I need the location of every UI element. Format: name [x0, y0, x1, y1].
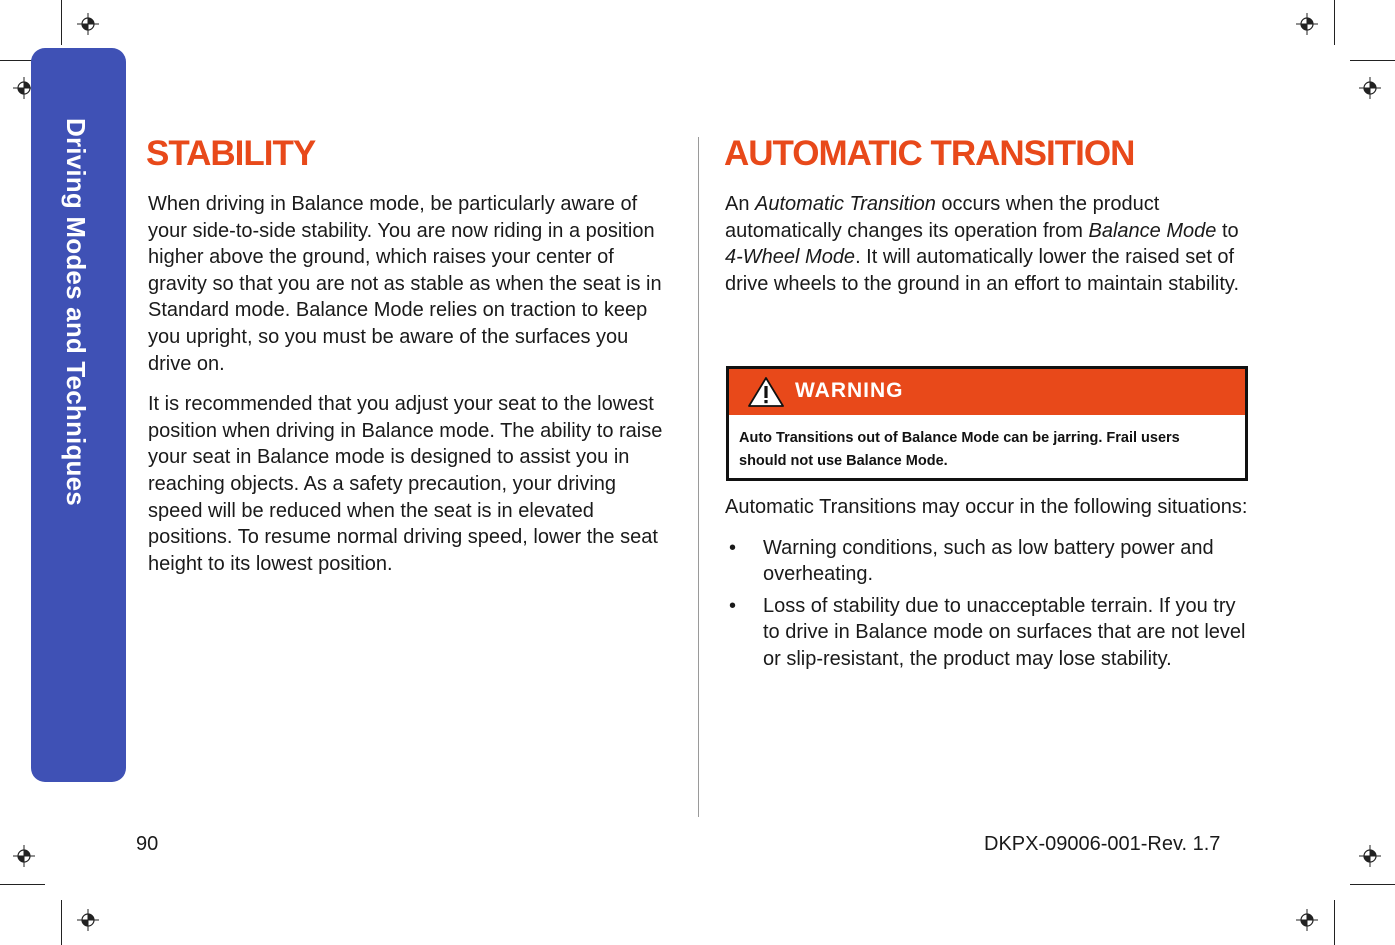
warning-box [726, 366, 1248, 481]
registration-target-icon [77, 13, 99, 35]
bullet-marker: • [729, 536, 737, 559]
intro-text: occurs when the product automatically changes its operation from [725, 193, 1160, 242]
chapter-tab-label: Driving Modes and Techniques [61, 118, 91, 506]
registration-target-icon [1296, 909, 1318, 931]
registration-target-icon [13, 845, 35, 867]
intro-text: An [725, 193, 756, 215]
document-id: DKPX-09006-001-Rev. 1.7 [984, 833, 1221, 855]
list-item [725, 593, 1255, 673]
situations-list [725, 535, 1255, 673]
intro-text: . It will automatically lower the raised set of drive wheels to the ground in an effort to maintain stability. [725, 246, 1239, 295]
warning-header [729, 369, 1245, 415]
situations-intro: Automatic Transitions may occur in the following situations: [725, 496, 1248, 518]
crop-mark [1350, 884, 1395, 885]
situations-section [725, 494, 1255, 678]
list-item [725, 535, 1255, 588]
crop-mark [1334, 0, 1335, 45]
registration-target-icon [1359, 77, 1381, 99]
list-item-text: Warning conditions, such as low battery power and overheating. [763, 536, 1214, 586]
crop-mark [61, 0, 62, 45]
stability-paragraph: When driving in Balance mode, be particularly aware of your side-to-side stability. You are now riding in a position higher above the ground, which raises your center of gravity so that you are not as stable as when the seat is in Standard mode. Balance Mode relies on traction to keep you upright, so you must be aware of the surfaces you drive on. [148, 193, 662, 375]
stability-section [148, 191, 673, 591]
intro-emphasis: 4-Wheel Mode [725, 246, 856, 269]
warning-title: WARNING [795, 379, 904, 402]
registration-target-icon [1359, 845, 1381, 867]
crop-mark [61, 900, 62, 945]
crop-mark [1334, 900, 1335, 945]
crop-mark [1350, 60, 1395, 61]
warning-triangle-icon [747, 376, 785, 413]
intro-text: to [1216, 219, 1239, 242]
bullet-marker: • [729, 594, 737, 617]
section-heading-automatic-transition: AUTOMATIC TRANSITION [724, 134, 1135, 173]
stability-paragraph: It is recommended that you adjust your seat to the lowest position when driving in Balance mode. The ability to raise your seat in Balance mode is designed to assist you in reaching objects. As a safety precaution, your driving speed will be reduced when the seat is in elevated positions. To resume normal driving speed, lower the seat height to its lowest position. [148, 393, 663, 575]
section-heading-stability: STABILITY [146, 134, 316, 173]
intro-emphasis: Automatic Transition [755, 193, 936, 215]
registration-target-icon [1296, 13, 1318, 35]
column-divider [698, 137, 699, 817]
registration-target-icon [77, 909, 99, 931]
automatic-transition-intro [725, 191, 1255, 311]
intro-paragraph [725, 191, 1255, 297]
page-number: 90 [136, 833, 159, 855]
intro-emphasis: Balance Mode [1088, 219, 1217, 242]
list-item-text: Loss of stability due to unacceptable terrain. If you try to drive in Balance mode on surfaces that are not level or slip-resistant, the product may lose stability. [763, 594, 1246, 670]
warning-text: Auto Transitions out of Balance Mode can be jarring. Frail users should not use Balance Mode. [739, 430, 1180, 469]
crop-mark [0, 884, 45, 885]
